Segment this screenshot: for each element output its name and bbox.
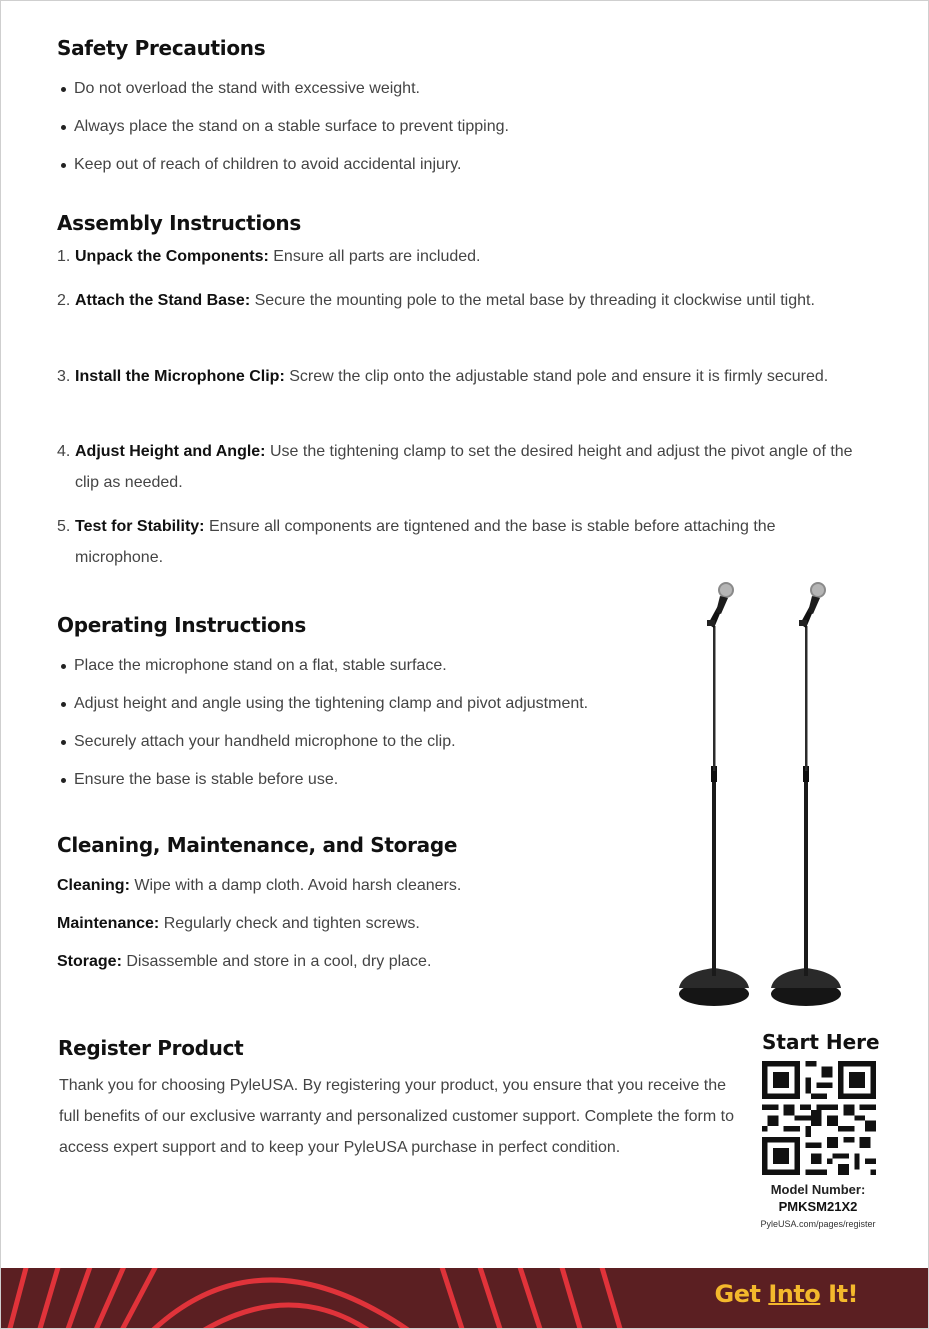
list-item: Keep out of reach of children to avoid accidental injury. [60, 156, 509, 194]
step-number: 3. [57, 368, 71, 385]
model-number-label: Model Number: [770, 1182, 866, 1197]
step-text: Secure the mounting pole to the metal base by threading it clockwise until tight. [254, 292, 815, 309]
definition-label: Cleaning: [57, 877, 130, 894]
operating-list [60, 657, 588, 809]
definition-item [57, 877, 461, 915]
list-item: Adjust height and angle using the tightening clamp and pivot adjustment. [60, 695, 588, 733]
cleaning-list [57, 877, 461, 991]
qr-code-icon[interactable] [762, 1061, 876, 1175]
operating-title: Operating Instructions [57, 613, 306, 637]
step-item [57, 361, 867, 436]
step-text: Ensure all parts are included. [273, 248, 481, 265]
definition-item [57, 915, 461, 953]
footer-tagline [715, 1280, 859, 1308]
register-text: Thank you for choosing PyleUSA. By registering your product, you ensure that you receive the full benefits of our exclusive warranty and personalized customer support. Complete the form to access expert support and to keep your PyleUSA purchase in perfect condition. [59, 1077, 734, 1156]
list-item: Do not overload the stand with excessive weight. [60, 80, 509, 118]
step-item [57, 436, 867, 511]
step-label: Install the Microphone Clip: [75, 368, 285, 385]
microphone-stand-left [679, 582, 749, 1006]
register-link[interactable]: PyleUSA.com/pages/register [760, 1219, 876, 1229]
list-item: Always place the stand on a stable surface to prevent tipping. [60, 118, 509, 156]
definition-item [57, 953, 461, 991]
step-number: 2. [57, 292, 71, 309]
step-text: Ensure all components are tigntened and the base is stable before attaching the microphone. [75, 518, 776, 566]
cleaning-title: Cleaning, Maintenance, and Storage [57, 833, 458, 857]
list-item: Securely attach your handheld microphone to the clip. [60, 733, 588, 771]
step-number: 1. [57, 248, 71, 265]
definition-label: Storage: [57, 953, 122, 970]
step-label: Test for Stability: [75, 518, 205, 535]
step-text: Use the tightening clamp to set the desired height and adjust the pivot angle of the clip as needed. [75, 443, 853, 491]
microphone-stand-pair-image [672, 576, 862, 1012]
tagline-mid: Into [768, 1280, 821, 1308]
step-item [57, 285, 867, 361]
definition-text: Wipe with a damp cloth. Avoid harsh cleaners. [134, 877, 462, 894]
step-number: 4. [57, 443, 71, 460]
step-label: Unpack the Components: [75, 248, 269, 265]
definition-text: Disassemble and store in a cool, dry place. [126, 953, 432, 970]
microphone-stand-right [771, 582, 841, 1006]
step-text: Screw the clip onto the adjustable stand pole and ensure it is firmly secured. [289, 368, 829, 385]
start-here-label: Start Here [762, 1030, 880, 1054]
step-item [57, 241, 867, 285]
step-label: Attach the Stand Base: [75, 292, 251, 309]
definition-label: Maintenance: [57, 915, 160, 932]
step-number: 5. [57, 518, 71, 535]
assembly-title: Assembly Instructions [57, 211, 301, 235]
safety-title: Safety Precautions [57, 36, 266, 60]
list-item: Ensure the base is stable before use. [60, 771, 588, 809]
footer-band [1, 1268, 928, 1328]
step-item [57, 511, 867, 573]
assembly-steps [57, 241, 867, 573]
tagline-post: It! [820, 1280, 858, 1308]
step-label: Adjust Height and Angle: [75, 443, 266, 460]
list-item: Place the microphone stand on a flat, stable surface. [60, 657, 588, 695]
tagline-pre: Get [714, 1280, 769, 1308]
model-number-value: PMKSM21X2 [778, 1199, 858, 1214]
definition-text: Regularly check and tighten screws. [163, 915, 420, 932]
register-title: Register Product [58, 1036, 244, 1060]
safety-list [60, 80, 509, 194]
